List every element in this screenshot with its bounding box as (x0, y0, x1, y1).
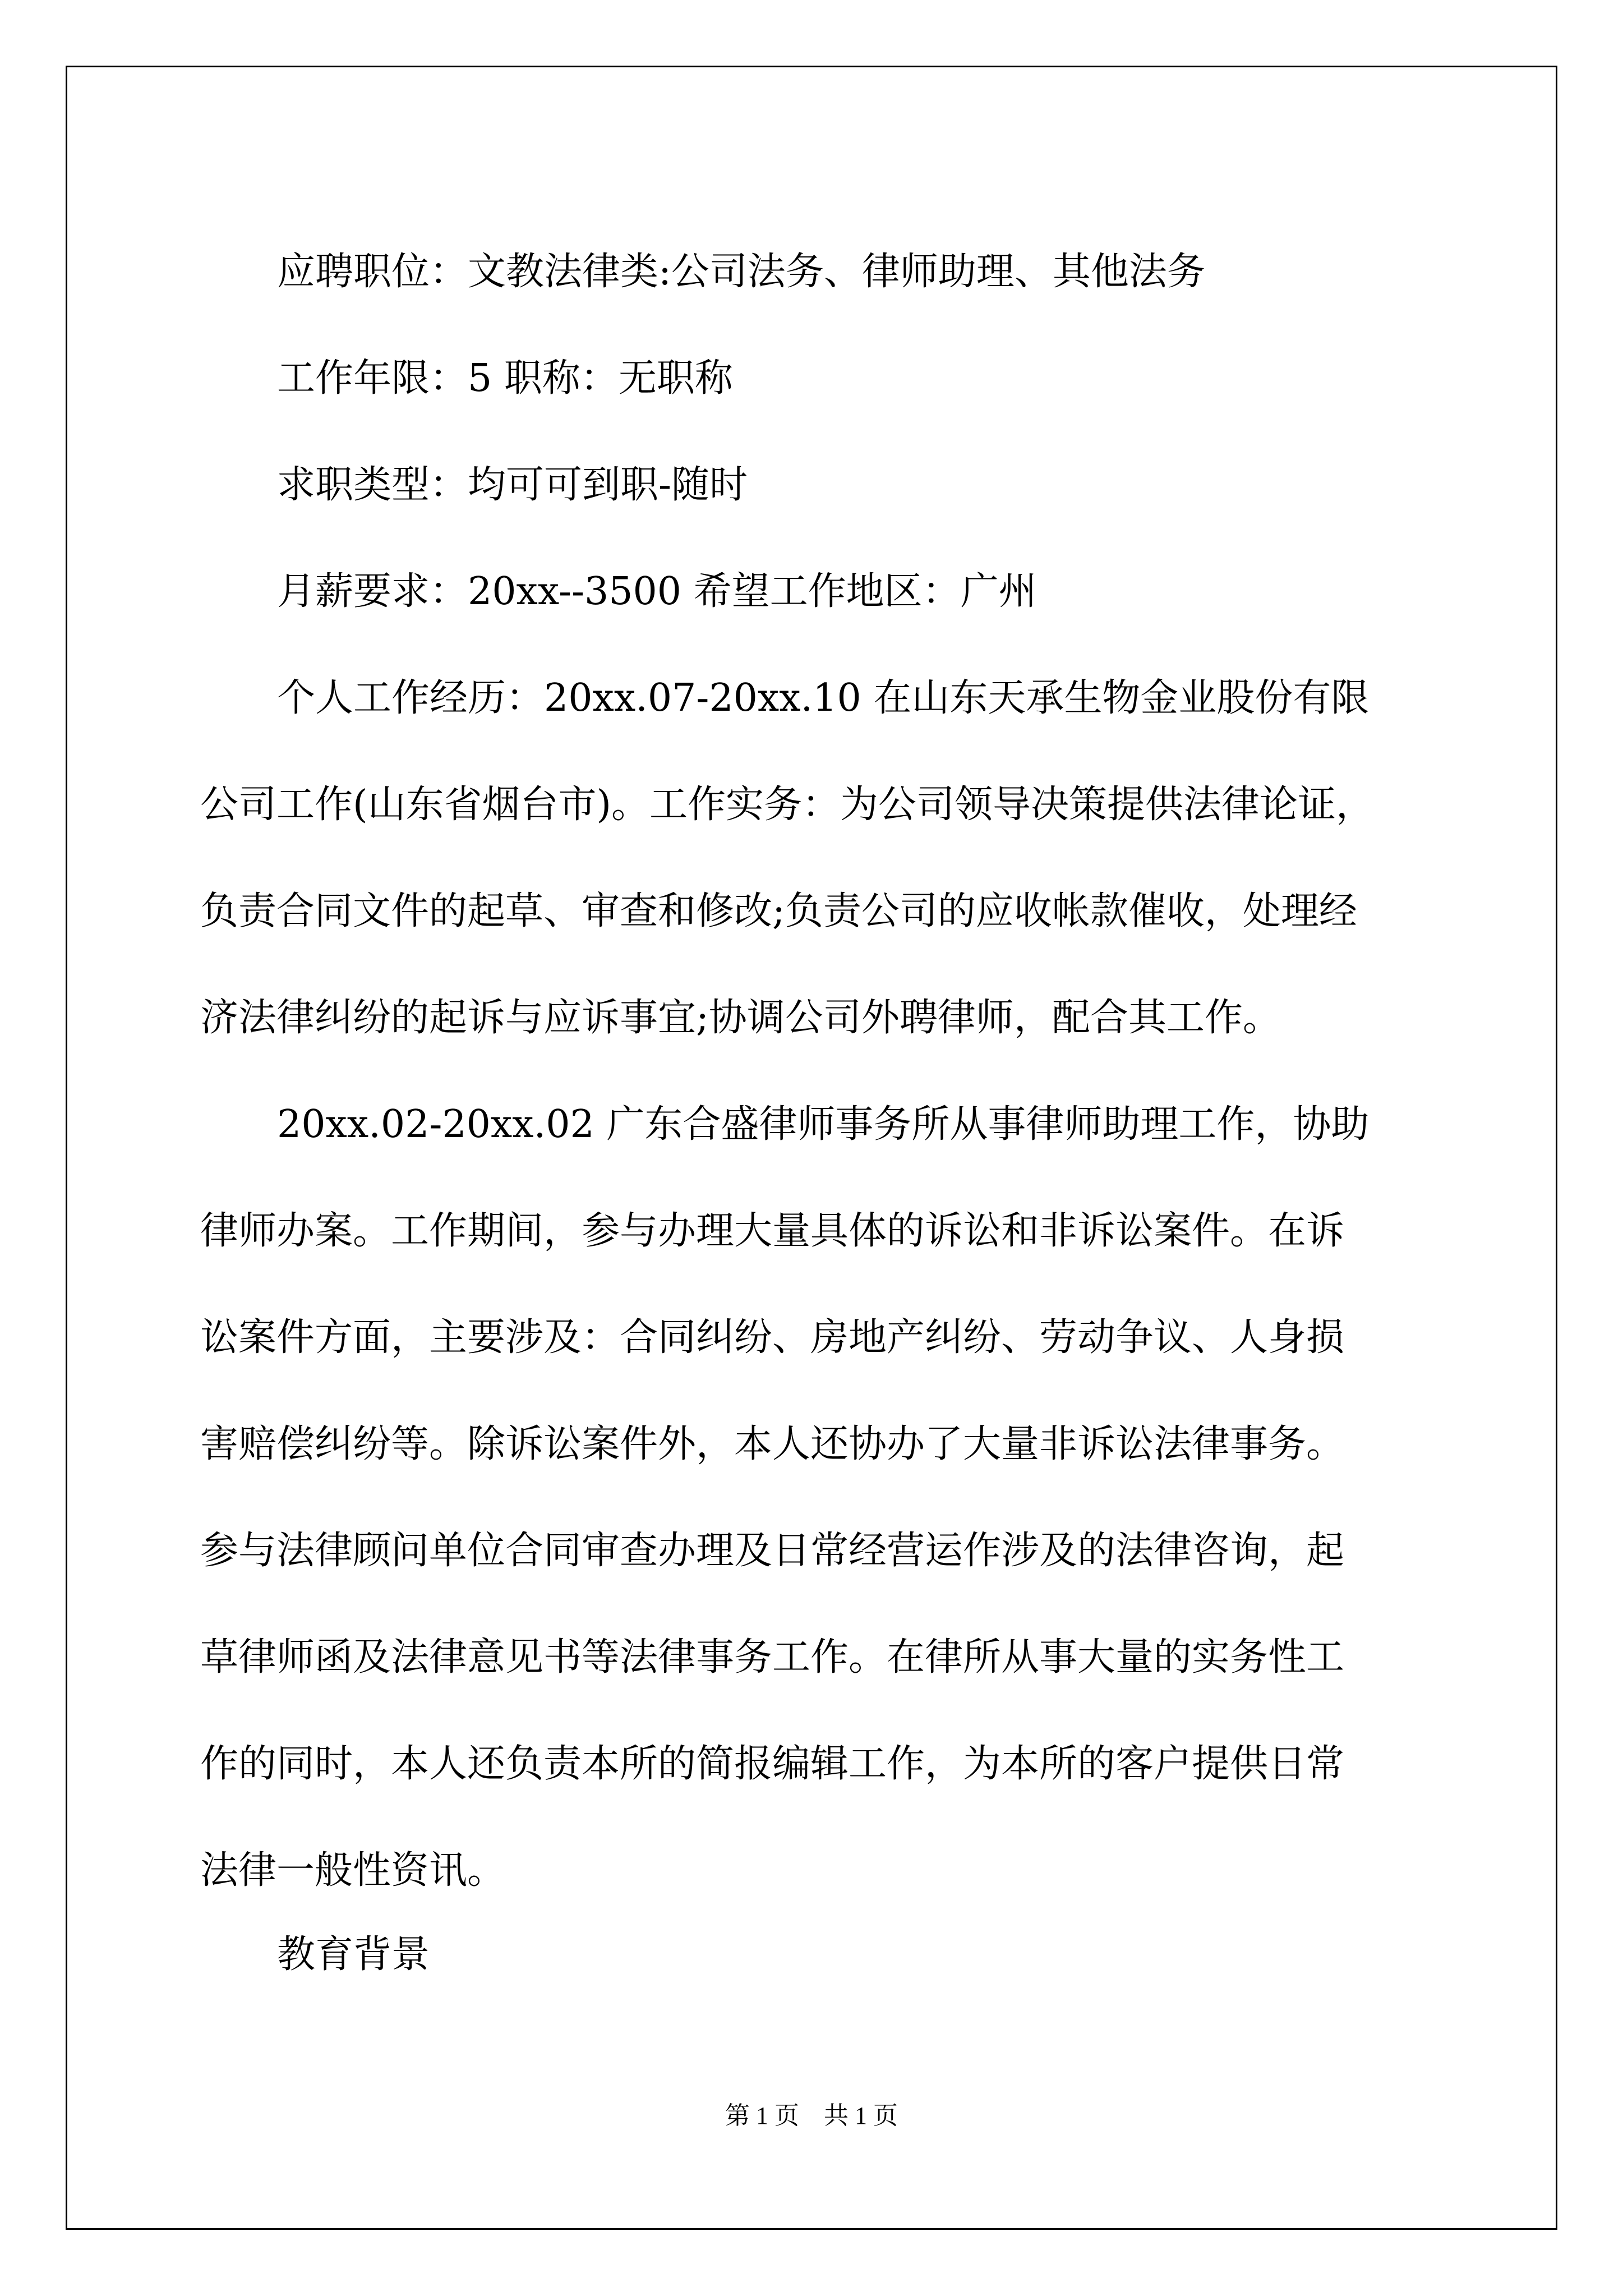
experience-2-line: 害赔偿纠纷等。除诉讼案件外，本人还协办了大量非诉讼法律事务。 (200, 1422, 1345, 1466)
experience-2-line: 20xx.02-20xx.02 广东合盛律师事务所从事律师助理工作，协助 (277, 1102, 1370, 1147)
experience-2-line: 法律一般性资讯。 (200, 1848, 506, 1893)
experience-1-line: 济法律纠纷的起诉与应诉事宜;协调公司外聘律师，配合其工作。 (200, 996, 1281, 1040)
experience-2-line: 作的同时，本人还负责本所的简报编辑工作，为本所的客户提供日常 (200, 1742, 1345, 1786)
education-heading: 教育背景 (277, 1932, 430, 1977)
page-number: 第 1 页 共 1 页 (725, 2102, 898, 2129)
field-years: 工作年限：5 职称：无职称 (277, 356, 733, 401)
field-salary: 月薪要求：20xx--3500 希望工作地区：广州 (277, 569, 1037, 614)
experience-2-line: 草律师函及法律意见书等法律事务工作。在律所从事大量的实务性工 (200, 1635, 1345, 1680)
experience-2-line: 讼案件方面，主要涉及：合同纠纷、房地产纠纷、劳动争议、人身损 (200, 1315, 1345, 1360)
experience-1-line: 个人工作经历：20xx.07-20xx.10 在山东天承生物金业股份有限 (277, 676, 1370, 720)
field-job-type: 求职类型：均可可到职-随时 (277, 463, 748, 507)
experience-2-line: 参与法律顾问单位合同审查办理及日常经营运作涉及的法律咨询，起 (200, 1529, 1345, 1573)
document-body (200, 219, 1423, 1924)
field-position: 应聘职位：文教法律类:公司法务、律师助理、其他法务 (277, 250, 1205, 294)
experience-1-line: 负责合同文件的起草、审查和修改;负责公司的应收帐款催收，处理经 (200, 889, 1357, 933)
experience-1-line: 公司工作(山东省烟台市)。工作实务：为公司领导决策提供法律论证， (200, 783, 1375, 827)
experience-2-line: 律师办案。工作期间，参与办理大量具体的诉讼和非诉讼案件。在诉 (200, 1209, 1345, 1253)
